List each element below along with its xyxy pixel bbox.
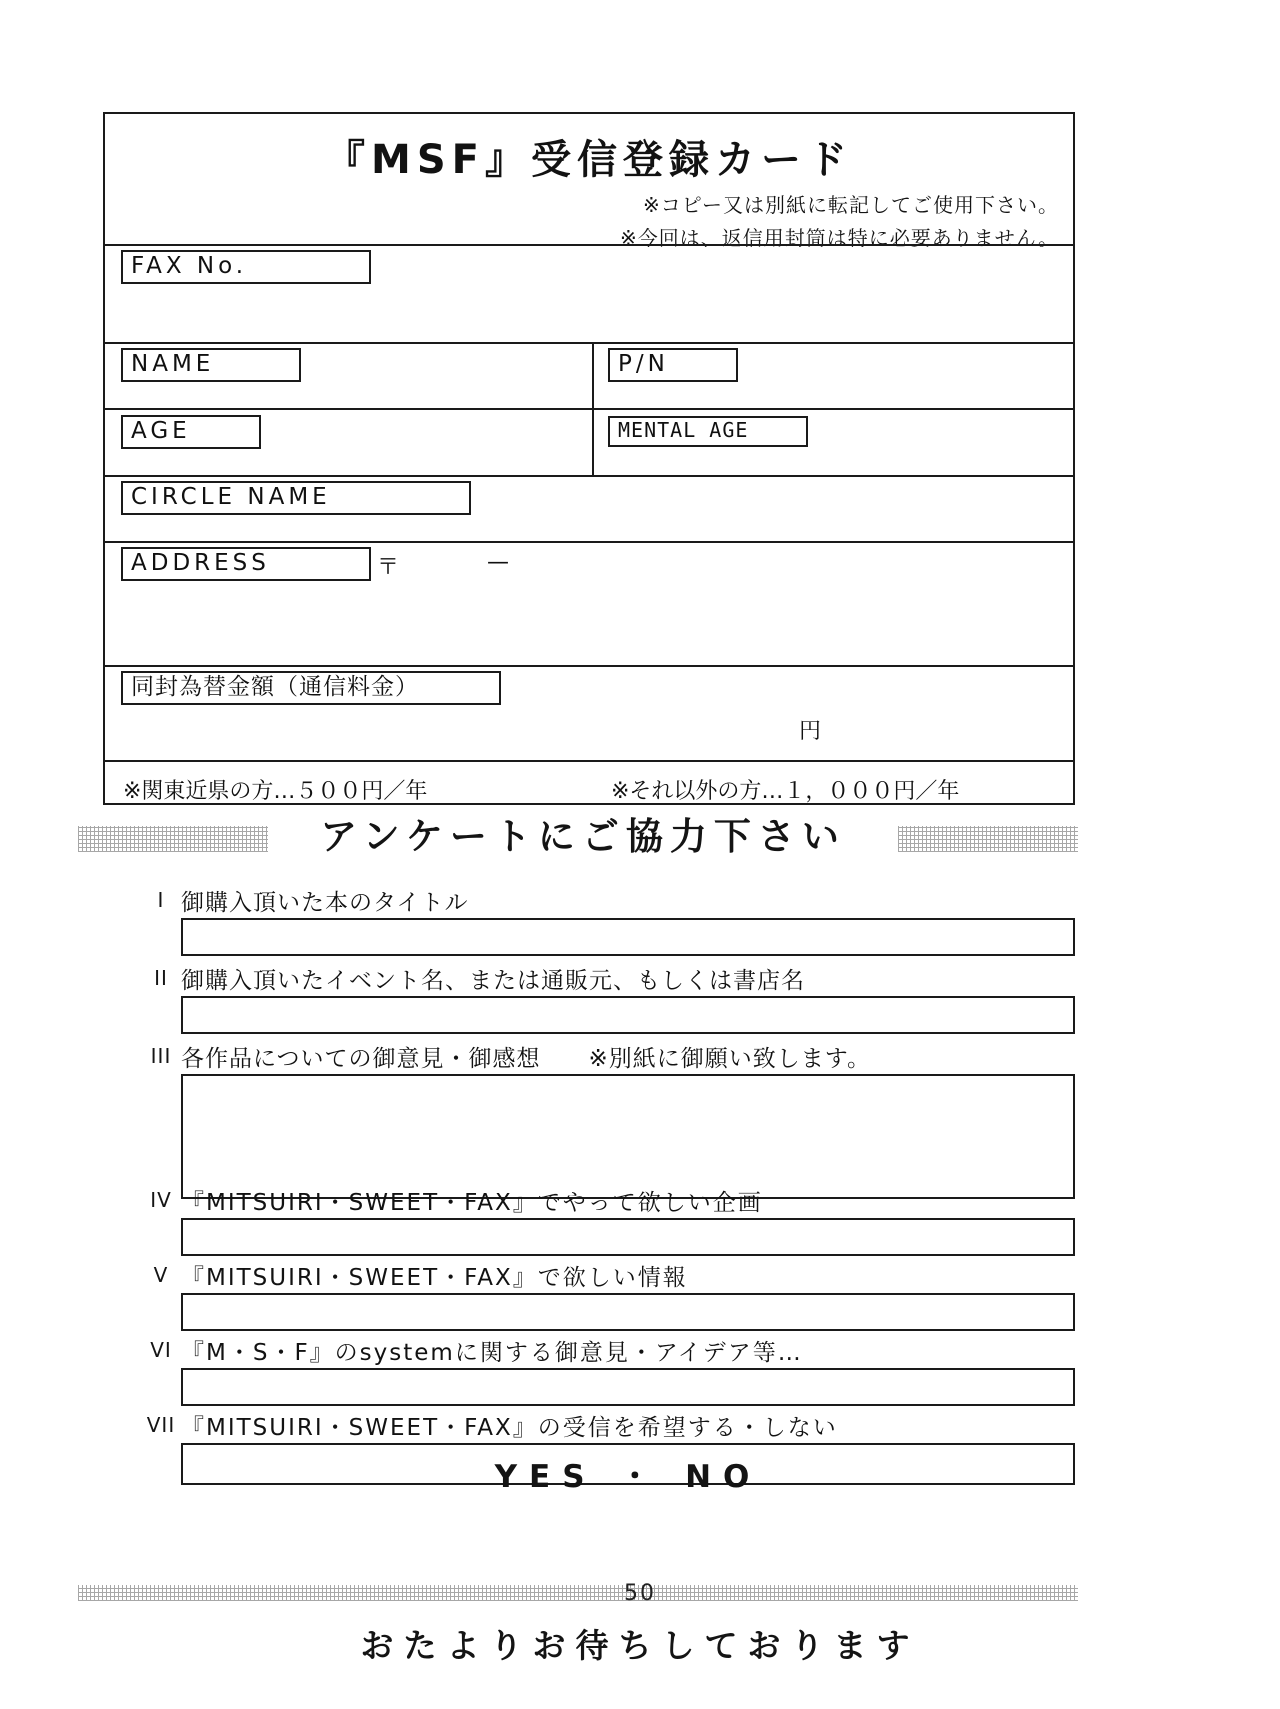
question-number: II	[154, 966, 168, 990]
enclosed-amount-label: 同封為替金額（通信料金）	[121, 671, 501, 705]
answer-field-7-yes-no[interactable]	[181, 1443, 1075, 1495]
question-text: 『MITSUIRI・SWEET・FAX』でやって欲しい企画	[181, 1190, 763, 1216]
registration-card	[103, 112, 1075, 805]
question-number: III	[150, 1044, 172, 1068]
divider-fax-top	[105, 244, 1073, 246]
page-number: 50	[624, 1581, 656, 1606]
hatch-left	[78, 826, 268, 852]
question-number: I	[157, 888, 165, 912]
question-text: 『MITSUIRI・SWEET・FAX』で欲しい情報	[181, 1265, 688, 1291]
answer-field-3[interactable]	[181, 1074, 1075, 1199]
address-label: ADDRESS	[121, 547, 371, 581]
fax-no-label: FAX No.	[121, 250, 371, 284]
question-text: 『MITSUIRI・SWEET・FAX』の受信を希望する・しない	[181, 1415, 838, 1441]
answer-field-6[interactable]	[181, 1368, 1075, 1406]
age-label: AGE	[121, 415, 261, 449]
hatch-right	[898, 826, 1078, 852]
question-text: 御購入頂いた本のタイトル	[181, 890, 469, 916]
footnote-other: ※それ以外の方…１，０００円／年	[611, 779, 960, 804]
divider-footnote-top	[105, 760, 1073, 762]
divider-name-top	[105, 342, 1073, 344]
footnote-kanto: ※関東近県の方…５００円／年	[123, 779, 428, 804]
card-title: 『MSF』受信登録カード	[325, 137, 853, 183]
question-number: VI	[150, 1338, 172, 1362]
answer-field-2[interactable]	[181, 996, 1075, 1034]
postal-mark-icon: 〒	[377, 555, 400, 580]
survey-banner-text: アンケートにご協力下さい	[320, 815, 846, 858]
pn-label: P/N	[608, 348, 738, 382]
yes-no-choice[interactable]: YES ・ NO	[494, 1459, 762, 1495]
name-label: NAME	[121, 348, 301, 382]
circle-name-label: CIRCLE NAME	[121, 481, 471, 515]
divider-circle-top	[105, 475, 1073, 477]
answer-field-4[interactable]	[181, 1218, 1075, 1256]
postal-dash: —	[487, 550, 509, 575]
answer-field-5[interactable]	[181, 1293, 1075, 1331]
question-text: 『M・S・F』のsystemに関する御意見・アイデア等…	[181, 1340, 803, 1366]
divider-money-top	[105, 665, 1073, 667]
question-number: VII	[146, 1413, 176, 1437]
yen-unit-label: 円	[799, 719, 822, 744]
card-note-2: ※今回は、返信用封筒は特に必要ありません。	[620, 226, 1059, 250]
mental-age-label: MENTAL AGE	[608, 416, 808, 447]
question-number: IV	[150, 1188, 172, 1212]
footer-closing-text: おたよりお待ちしております	[360, 1626, 920, 1665]
question-text: 各作品についての御意見・御感想 ※別紙に御願い致します。	[181, 1046, 871, 1072]
divider-age-top	[105, 408, 1073, 410]
card-note-1: ※コピー又は別紙に転記してご使用下さい。	[643, 193, 1059, 217]
question-number: V	[153, 1263, 169, 1287]
divider-column-split	[592, 342, 594, 475]
survey-banner	[78, 812, 1078, 864]
answer-field-1[interactable]	[181, 918, 1075, 956]
divider-address-top	[105, 541, 1073, 543]
question-text: 御購入頂いたイベント名、または通販元、もしくは書店名	[181, 968, 805, 994]
